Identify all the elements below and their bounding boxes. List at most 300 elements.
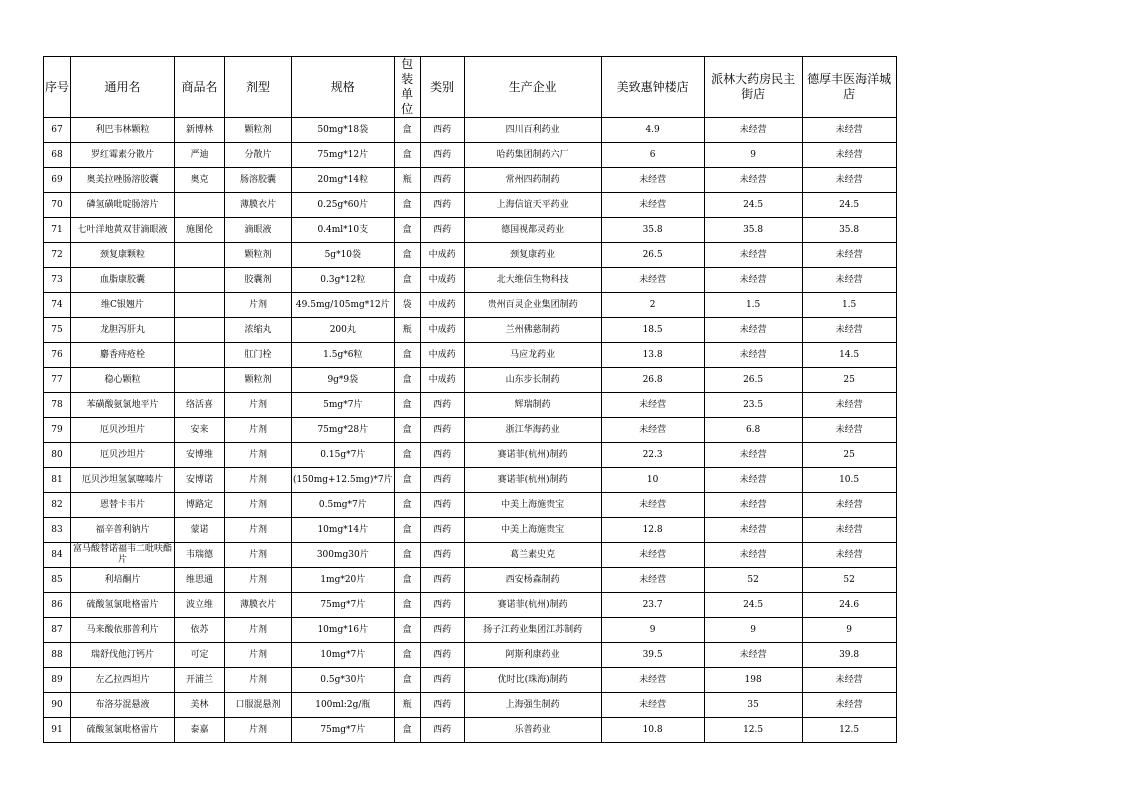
cell-specification: 9g*9袋 <box>292 368 395 393</box>
cell-trade-name: 安来 <box>175 418 225 443</box>
cell-category: 中成药 <box>420 293 464 318</box>
cell-trade-name: 韦瑞德 <box>175 543 225 568</box>
cell-dosage-form: 片剂 <box>225 493 292 518</box>
cell-generic-name: 富马酸替诺福韦二吡呋酯片 <box>71 543 175 568</box>
cell-manufacturer: 上海信谊天平药业 <box>464 193 601 218</box>
cell-package-unit: 盒 <box>394 193 420 218</box>
cell-trade-name: 新博林 <box>175 118 225 143</box>
cell-manufacturer: 优时比(珠海)制药 <box>464 668 601 693</box>
table-row <box>44 218 897 243</box>
cell-index: 80 <box>44 443 71 468</box>
cell-price-pailin: 35 <box>704 693 802 718</box>
cell-generic-name: 麝香痔疮栓 <box>71 343 175 368</box>
cell-manufacturer: 四川百利药业 <box>464 118 601 143</box>
cell-price-meizhi: 26.5 <box>601 243 704 268</box>
cell-generic-name: 磷氢磺吡啶肠溶片 <box>71 193 175 218</box>
cell-price-meizhi: 未经营 <box>601 668 704 693</box>
cell-package-unit: 瓶 <box>394 693 420 718</box>
cell-price-meizhi: 18.5 <box>601 318 704 343</box>
cell-generic-name: 颈复康颗粒 <box>71 243 175 268</box>
cell-category: 西药 <box>420 643 464 668</box>
cell-package-unit: 盒 <box>394 618 420 643</box>
cell-price-pailin: 未经营 <box>704 543 802 568</box>
cell-package-unit: 盒 <box>394 543 420 568</box>
cell-price-pailin: 未经营 <box>704 443 802 468</box>
cell-price-pailin: 1.5 <box>704 293 802 318</box>
cell-price-pailin: 未经营 <box>704 268 802 293</box>
cell-generic-name: 马来酸依那普利片 <box>71 618 175 643</box>
cell-specification: 100ml:2g/瓶 <box>292 693 395 718</box>
cell-trade-name: 泰嘉 <box>175 718 225 743</box>
cell-trade-name: 维思通 <box>175 568 225 593</box>
cell-dosage-form: 颗粒剂 <box>225 368 292 393</box>
cell-price-pailin: 6.8 <box>704 418 802 443</box>
cell-index: 84 <box>44 543 71 568</box>
cell-specification: 10mg*7片 <box>292 643 395 668</box>
cell-price-meizhi: 39.5 <box>601 643 704 668</box>
cell-price-dehoufeng: 未经营 <box>802 268 896 293</box>
cell-specification: 49.5mg/105mg*12片 <box>292 293 395 318</box>
cell-manufacturer: 赛诺菲(杭州)制药 <box>464 593 601 618</box>
cell-package-unit: 盒 <box>394 118 420 143</box>
cell-package-unit: 盒 <box>394 518 420 543</box>
cell-category: 西药 <box>420 168 464 193</box>
cell-price-pailin: 未经营 <box>704 243 802 268</box>
cell-price-dehoufeng: 25 <box>802 443 896 468</box>
cell-dosage-form: 颗粒剂 <box>225 243 292 268</box>
cell-price-dehoufeng: 未经营 <box>802 118 896 143</box>
cell-specification: 0.15g*7片 <box>292 443 395 468</box>
cell-price-dehoufeng: 14.5 <box>802 343 896 368</box>
cell-dosage-form: 片剂 <box>225 568 292 593</box>
cell-index: 81 <box>44 468 71 493</box>
cell-dosage-form: 片剂 <box>225 643 292 668</box>
cell-generic-name: 恩替卡韦片 <box>71 493 175 518</box>
cell-specification: 75mg*7片 <box>292 593 395 618</box>
cell-manufacturer: 常州四药制药 <box>464 168 601 193</box>
cell-price-pailin: 未经营 <box>704 118 802 143</box>
cell-generic-name: 利培酮片 <box>71 568 175 593</box>
cell-specification: 1mg*20片 <box>292 568 395 593</box>
cell-price-pailin: 12.5 <box>704 718 802 743</box>
cell-manufacturer: 浙江华海药业 <box>464 418 601 443</box>
cell-dosage-form: 片剂 <box>225 618 292 643</box>
cell-manufacturer: 德国视都灵药业 <box>464 218 601 243</box>
cell-price-pailin: 未经营 <box>704 493 802 518</box>
cell-price-meizhi: 未经营 <box>601 418 704 443</box>
cell-trade-name: 施图伦 <box>175 218 225 243</box>
cell-price-pailin: 23.5 <box>704 393 802 418</box>
cell-dosage-form: 片剂 <box>225 418 292 443</box>
table-row <box>44 618 897 643</box>
cell-index: 82 <box>44 493 71 518</box>
table-body <box>44 118 897 743</box>
cell-trade-name <box>175 343 225 368</box>
cell-index: 77 <box>44 368 71 393</box>
header-dosage-form: 剂型 <box>225 57 292 118</box>
cell-category: 西药 <box>420 493 464 518</box>
cell-price-meizhi: 未经营 <box>601 193 704 218</box>
cell-price-pailin: 35.8 <box>704 218 802 243</box>
cell-price-meizhi: 23.7 <box>601 593 704 618</box>
table-row <box>44 118 897 143</box>
cell-index: 79 <box>44 418 71 443</box>
cell-price-dehoufeng: 1.5 <box>802 293 896 318</box>
table-row <box>44 593 897 618</box>
cell-manufacturer: 兰州佛慈制药 <box>464 318 601 343</box>
cell-price-pailin: 未经营 <box>704 643 802 668</box>
cell-generic-name: 维C银翘片 <box>71 293 175 318</box>
cell-price-pailin: 24.5 <box>704 193 802 218</box>
cell-specification: 10mg*14片 <box>292 518 395 543</box>
cell-price-meizhi: 13.8 <box>601 343 704 368</box>
cell-specification: 0.5g*30片 <box>292 668 395 693</box>
cell-price-pailin: 52 <box>704 568 802 593</box>
cell-price-dehoufeng: 未经营 <box>802 418 896 443</box>
cell-index: 73 <box>44 268 71 293</box>
cell-category: 西药 <box>420 443 464 468</box>
cell-package-unit: 袋 <box>394 293 420 318</box>
cell-price-dehoufeng: 52 <box>802 568 896 593</box>
cell-price-meizhi: 未经营 <box>601 543 704 568</box>
cell-dosage-form: 滴眼液 <box>225 218 292 243</box>
cell-manufacturer: 葛兰素史克 <box>464 543 601 568</box>
cell-generic-name: 厄贝沙坦片 <box>71 418 175 443</box>
cell-dosage-form: 肠溶胶囊 <box>225 168 292 193</box>
header-store-pailin: 派林大药房民主街店 <box>704 57 802 118</box>
cell-index: 75 <box>44 318 71 343</box>
cell-price-dehoufeng: 未经营 <box>802 393 896 418</box>
cell-package-unit: 盒 <box>394 268 420 293</box>
cell-dosage-form: 薄膜衣片 <box>225 193 292 218</box>
cell-trade-name: 可定 <box>175 643 225 668</box>
cell-generic-name: 厄贝沙坦片 <box>71 443 175 468</box>
cell-dosage-form: 片剂 <box>225 293 292 318</box>
cell-dosage-form: 肛门栓 <box>225 343 292 368</box>
cell-price-meizhi: 未经营 <box>601 693 704 718</box>
cell-specification: 75mg*7片 <box>292 718 395 743</box>
cell-category: 中成药 <box>420 368 464 393</box>
table-row <box>44 243 897 268</box>
cell-price-meizhi: 6 <box>601 143 704 168</box>
cell-index: 87 <box>44 618 71 643</box>
cell-index: 71 <box>44 218 71 243</box>
cell-price-meizhi: 未经营 <box>601 268 704 293</box>
cell-dosage-form: 片剂 <box>225 718 292 743</box>
table-row <box>44 443 897 468</box>
cell-category: 西药 <box>420 543 464 568</box>
cell-package-unit: 盒 <box>394 568 420 593</box>
table-row <box>44 293 897 318</box>
cell-price-dehoufeng: 未经营 <box>802 493 896 518</box>
cell-price-dehoufeng: 24.5 <box>802 193 896 218</box>
cell-price-pailin: 未经营 <box>704 468 802 493</box>
cell-category: 中成药 <box>420 343 464 368</box>
cell-price-meizhi: 4.9 <box>601 118 704 143</box>
header-store-meizhi: 美致惠钟楼店 <box>601 57 704 118</box>
cell-trade-name <box>175 268 225 293</box>
cell-generic-name: 硫酸氢氯吡格雷片 <box>71 593 175 618</box>
table-row <box>44 493 897 518</box>
table-row <box>44 693 897 718</box>
cell-specification: 5g*10袋 <box>292 243 395 268</box>
cell-specification: 75mg*12片 <box>292 143 395 168</box>
cell-package-unit: 盒 <box>394 718 420 743</box>
cell-generic-name: 瑞舒伐他汀钙片 <box>71 643 175 668</box>
cell-price-dehoufeng: 未经营 <box>802 693 896 718</box>
table-row <box>44 418 897 443</box>
cell-category: 西药 <box>420 718 464 743</box>
cell-trade-name <box>175 368 225 393</box>
cell-package-unit: 盒 <box>394 143 420 168</box>
cell-package-unit: 盒 <box>394 643 420 668</box>
cell-specification: 0.5mg*7片 <box>292 493 395 518</box>
cell-specification: 20mg*14粒 <box>292 168 395 193</box>
cell-price-dehoufeng: 35.8 <box>802 218 896 243</box>
cell-trade-name: 美林 <box>175 693 225 718</box>
cell-index: 88 <box>44 643 71 668</box>
table-row <box>44 518 897 543</box>
cell-price-meizhi: 22.3 <box>601 443 704 468</box>
cell-generic-name: 苯磺酸氨氯地平片 <box>71 393 175 418</box>
cell-trade-name: 博路定 <box>175 493 225 518</box>
cell-price-pailin: 9 <box>704 143 802 168</box>
cell-price-meizhi: 10 <box>601 468 704 493</box>
cell-specification: 10mg*16片 <box>292 618 395 643</box>
cell-generic-name: 七叶洋地黄双苷滴眼液 <box>71 218 175 243</box>
cell-package-unit: 盒 <box>394 218 420 243</box>
cell-dosage-form: 片剂 <box>225 518 292 543</box>
table-row <box>44 168 897 193</box>
cell-price-meizhi: 2 <box>601 293 704 318</box>
cell-trade-name: 奥克 <box>175 168 225 193</box>
cell-trade-name: 依苏 <box>175 618 225 643</box>
cell-category: 西药 <box>420 518 464 543</box>
cell-price-meizhi: 未经营 <box>601 393 704 418</box>
cell-price-dehoufeng: 未经营 <box>802 143 896 168</box>
cell-specification: (150mg+12.5mg)*7片 <box>292 468 395 493</box>
cell-generic-name: 稳心颗粒 <box>71 368 175 393</box>
header-trade-name: 商品名 <box>175 57 225 118</box>
header-row <box>44 57 897 118</box>
cell-specification: 300mg30片 <box>292 543 395 568</box>
cell-package-unit: 盒 <box>394 368 420 393</box>
cell-index: 70 <box>44 193 71 218</box>
cell-category: 西药 <box>420 218 464 243</box>
cell-specification: 75mg*28片 <box>292 418 395 443</box>
cell-trade-name <box>175 243 225 268</box>
cell-manufacturer: 上海强生制药 <box>464 693 601 718</box>
cell-index: 69 <box>44 168 71 193</box>
table-row <box>44 368 897 393</box>
cell-generic-name: 罗红霉素分散片 <box>71 143 175 168</box>
cell-price-dehoufeng: 39.8 <box>802 643 896 668</box>
header-index: 序号 <box>44 57 71 118</box>
cell-index: 85 <box>44 568 71 593</box>
cell-trade-name: 波立维 <box>175 593 225 618</box>
cell-price-dehoufeng: 未经营 <box>802 243 896 268</box>
cell-price-dehoufeng: 未经营 <box>802 318 896 343</box>
cell-generic-name: 厄贝沙坦氢氯噻嗪片 <box>71 468 175 493</box>
cell-price-meizhi: 未经营 <box>601 168 704 193</box>
drug-price-table <box>43 56 897 743</box>
cell-trade-name: 安博维 <box>175 443 225 468</box>
header-generic-name: 通用名 <box>71 57 175 118</box>
cell-category: 西药 <box>420 118 464 143</box>
header-package-unit: 包装单位 <box>394 57 420 118</box>
cell-category: 西药 <box>420 668 464 693</box>
cell-dosage-form: 口服混悬剂 <box>225 693 292 718</box>
cell-dosage-form: 片剂 <box>225 468 292 493</box>
cell-trade-name: 蒙诺 <box>175 518 225 543</box>
cell-price-pailin: 26.5 <box>704 368 802 393</box>
cell-package-unit: 瓶 <box>394 168 420 193</box>
header-store-dehoufeng: 德厚丰医海洋城店 <box>802 57 896 118</box>
cell-price-dehoufeng: 25 <box>802 368 896 393</box>
cell-dosage-form: 片剂 <box>225 443 292 468</box>
cell-manufacturer: 赛诺菲(杭州)制药 <box>464 468 601 493</box>
cell-manufacturer: 北大维信生物科技 <box>464 268 601 293</box>
cell-generic-name: 奥美拉唑肠溶胶囊 <box>71 168 175 193</box>
table-row <box>44 568 897 593</box>
cell-generic-name: 血脂康胶囊 <box>71 268 175 293</box>
cell-generic-name: 左乙拉西坦片 <box>71 668 175 693</box>
cell-dosage-form: 片剂 <box>225 543 292 568</box>
cell-package-unit: 盒 <box>394 468 420 493</box>
cell-price-meizhi: 12.8 <box>601 518 704 543</box>
cell-specification: 0.3g*12粒 <box>292 268 395 293</box>
cell-manufacturer: 乐普药业 <box>464 718 601 743</box>
cell-price-dehoufeng: 9 <box>802 618 896 643</box>
cell-price-meizhi: 9 <box>601 618 704 643</box>
header-category: 类别 <box>420 57 464 118</box>
cell-index: 90 <box>44 693 71 718</box>
cell-index: 89 <box>44 668 71 693</box>
cell-category: 西药 <box>420 143 464 168</box>
cell-package-unit: 瓶 <box>394 318 420 343</box>
cell-specification: 1.5g*6粒 <box>292 343 395 368</box>
cell-category: 西药 <box>420 593 464 618</box>
cell-price-dehoufeng: 12.5 <box>802 718 896 743</box>
cell-package-unit: 盒 <box>394 668 420 693</box>
cell-index: 67 <box>44 118 71 143</box>
cell-manufacturer: 辉瑞制药 <box>464 393 601 418</box>
cell-price-dehoufeng: 未经营 <box>802 668 896 693</box>
cell-specification: 50mg*18袋 <box>292 118 395 143</box>
cell-manufacturer: 扬子江药业集团江苏制药 <box>464 618 601 643</box>
cell-category: 西药 <box>420 418 464 443</box>
cell-generic-name: 硫酸氢氯吡格雷片 <box>71 718 175 743</box>
cell-index: 68 <box>44 143 71 168</box>
cell-generic-name: 龙胆泻肝丸 <box>71 318 175 343</box>
table-row <box>44 668 897 693</box>
cell-manufacturer: 中美上海施贵宝 <box>464 518 601 543</box>
cell-dosage-form: 薄膜衣片 <box>225 593 292 618</box>
cell-index: 76 <box>44 343 71 368</box>
cell-package-unit: 盒 <box>394 593 420 618</box>
header-manufacturer: 生产企业 <box>464 57 601 118</box>
cell-price-dehoufeng: 24.6 <box>802 593 896 618</box>
cell-manufacturer: 马应龙药业 <box>464 343 601 368</box>
cell-index: 91 <box>44 718 71 743</box>
cell-dosage-form: 片剂 <box>225 393 292 418</box>
cell-dosage-form: 分散片 <box>225 143 292 168</box>
cell-dosage-form: 颗粒剂 <box>225 118 292 143</box>
cell-price-dehoufeng: 未经营 <box>802 543 896 568</box>
table-row <box>44 343 897 368</box>
cell-price-meizhi: 未经营 <box>601 568 704 593</box>
cell-manufacturer: 颈复康药业 <box>464 243 601 268</box>
cell-specification: 0.4ml*10支 <box>292 218 395 243</box>
cell-category: 中成药 <box>420 243 464 268</box>
cell-category: 中成药 <box>420 268 464 293</box>
header-specification: 规格 <box>292 57 395 118</box>
cell-category: 西药 <box>420 193 464 218</box>
table-row <box>44 468 897 493</box>
cell-price-pailin: 198 <box>704 668 802 693</box>
cell-price-pailin: 未经营 <box>704 518 802 543</box>
cell-manufacturer: 西安杨森制药 <box>464 568 601 593</box>
table-row <box>44 543 897 568</box>
cell-specification: 200丸 <box>292 318 395 343</box>
table-row <box>44 393 897 418</box>
table-row <box>44 268 897 293</box>
cell-trade-name <box>175 293 225 318</box>
cell-dosage-form: 浓缩丸 <box>225 318 292 343</box>
cell-price-meizhi: 26.8 <box>601 368 704 393</box>
table-row <box>44 143 897 168</box>
cell-specification: 0.25g*60片 <box>292 193 395 218</box>
cell-price-dehoufeng: 未经营 <box>802 518 896 543</box>
cell-index: 74 <box>44 293 71 318</box>
cell-package-unit: 盒 <box>394 393 420 418</box>
cell-package-unit: 盒 <box>394 443 420 468</box>
cell-price-meizhi: 10.8 <box>601 718 704 743</box>
cell-manufacturer: 赛诺菲(杭州)制药 <box>464 443 601 468</box>
cell-category: 西药 <box>420 618 464 643</box>
cell-trade-name: 严迪 <box>175 143 225 168</box>
cell-trade-name: 开浦兰 <box>175 668 225 693</box>
cell-price-meizhi: 35.8 <box>601 218 704 243</box>
cell-category: 西药 <box>420 468 464 493</box>
cell-dosage-form: 胶囊剂 <box>225 268 292 293</box>
cell-manufacturer: 哈药集团制药六厂 <box>464 143 601 168</box>
table-row <box>44 318 897 343</box>
cell-generic-name: 福辛普利钠片 <box>71 518 175 543</box>
cell-price-pailin: 9 <box>704 618 802 643</box>
table-row <box>44 718 897 743</box>
cell-index: 78 <box>44 393 71 418</box>
cell-price-pailin: 24.5 <box>704 593 802 618</box>
cell-category: 西药 <box>420 693 464 718</box>
cell-trade-name: 络活喜 <box>175 393 225 418</box>
cell-price-pailin: 未经营 <box>704 318 802 343</box>
table-row <box>44 193 897 218</box>
cell-manufacturer: 中美上海施贵宝 <box>464 493 601 518</box>
table-row <box>44 643 897 668</box>
cell-package-unit: 盒 <box>394 493 420 518</box>
cell-price-pailin: 未经营 <box>704 168 802 193</box>
cell-trade-name <box>175 193 225 218</box>
cell-trade-name <box>175 318 225 343</box>
cell-index: 83 <box>44 518 71 543</box>
cell-dosage-form: 片剂 <box>225 668 292 693</box>
cell-category: 西药 <box>420 393 464 418</box>
cell-package-unit: 盒 <box>394 243 420 268</box>
cell-manufacturer: 贵州百灵企业集团制药 <box>464 293 601 318</box>
cell-generic-name: 布洛芬混悬液 <box>71 693 175 718</box>
cell-package-unit: 盒 <box>394 418 420 443</box>
